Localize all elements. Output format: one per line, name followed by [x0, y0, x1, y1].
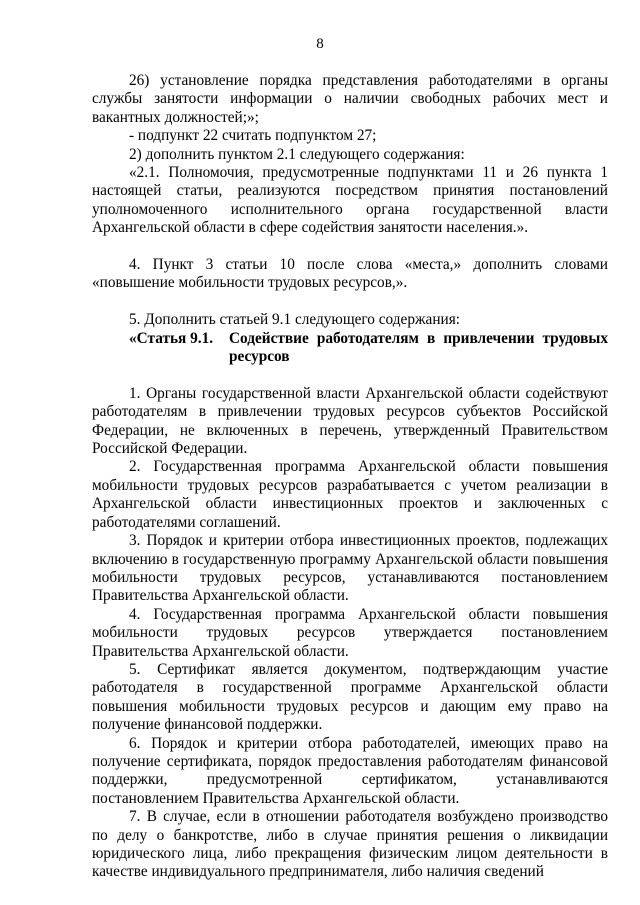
article-point-6: 6. Порядок и критерии отбора работодателей, имеющих право на получение сертификата, порядок предоставления работодателям финансовой поддержки, предусмотренной сертификатом, устанавливаются постановлением Правительства Архангельской области.	[92, 734, 608, 807]
paragraph-subpoint-26: 26) установление порядка представления работодателями в органы службы занятости информации о наличии свободных рабочих мест и вакантных должностей;»;	[92, 72, 608, 126]
article-point-4: 4. Государственная программа Архангельской области повышения мобильности трудовых ресурсов утверждается постановлением Правительства Архангельской области.	[92, 605, 608, 660]
article-number: «Статья 9.1.	[129, 329, 214, 347]
article-point-2: 2. Государственная программа Архангельской области повышения мобильности трудовых ресурсов разрабатывается с учетом реализации в Архангельской области инвестиционных проектов и заключенных с работодателями соглашений.	[92, 458, 608, 531]
paragraph-add-point-2-1: 2) дополнить пунктом 2.1 следующего содержания:	[129, 145, 465, 163]
article-point-7: 7. В случае, если в отношении работодателя возбуждено производство по делу о банкротстве, либо в случае принятия решения о ликвидации юридического лица, либо прекращения физическим лицом деятельности в качестве индивидуального предпринимателя, либо наличия сведений	[92, 808, 608, 881]
article-title: Содействие работодателям в привлечении трудовых ресурсов	[229, 329, 608, 366]
spacer	[92, 293, 608, 311]
article-heading	[92, 330, 608, 367]
document-body	[92, 72, 608, 882]
spacer	[92, 366, 608, 384]
article-point-1: 1. Органы государственной власти Архангельской области содействуют работодателям в привлечении трудовых ресурсов субъектов Российской Федерации, не включенных в перечень, утвержденный Правительством Российской Федерации.	[92, 384, 608, 458]
paragraph-renumber-22: - подпункт 22 считать подпунктом 27;	[129, 127, 377, 145]
paragraph-item-4: 4. Пункт 3 статьи 10 после слова «места,» дополнить словами «повышение мобильности трудовых ресурсов,».	[92, 256, 608, 292]
paragraph-point-2-1-text: «2.1. Полномочия, предусмотренные подпунктами 11 и 26 пункта 1 настоящей статьи, реализуются посредством принятия постановлений уполномоченного исполнительного органа государственной власти Архангельской области в сфере содействия занятости населения.».	[92, 164, 608, 237]
article-point-3: 3. Порядок и критерии отбора инвестиционных проектов, подлежащих включению в государственную программу Архангельской области повышения мобильности трудовых ресурсов, устанавливаются постановлением Правительства Архангельской области.	[92, 532, 608, 605]
paragraph-item-5: 5. Дополнить статьей 9.1 следующего содержания:	[129, 311, 461, 329]
spacer	[92, 238, 608, 256]
page-number: 8	[316, 36, 324, 52]
article-point-5: 5. Сертификат является документом, подтверждающим участие работодателя в государственной программе Архангельской области повышения мобильности трудовых ресурсов и дающим ему право на получение финансовой поддержки.	[92, 660, 608, 734]
